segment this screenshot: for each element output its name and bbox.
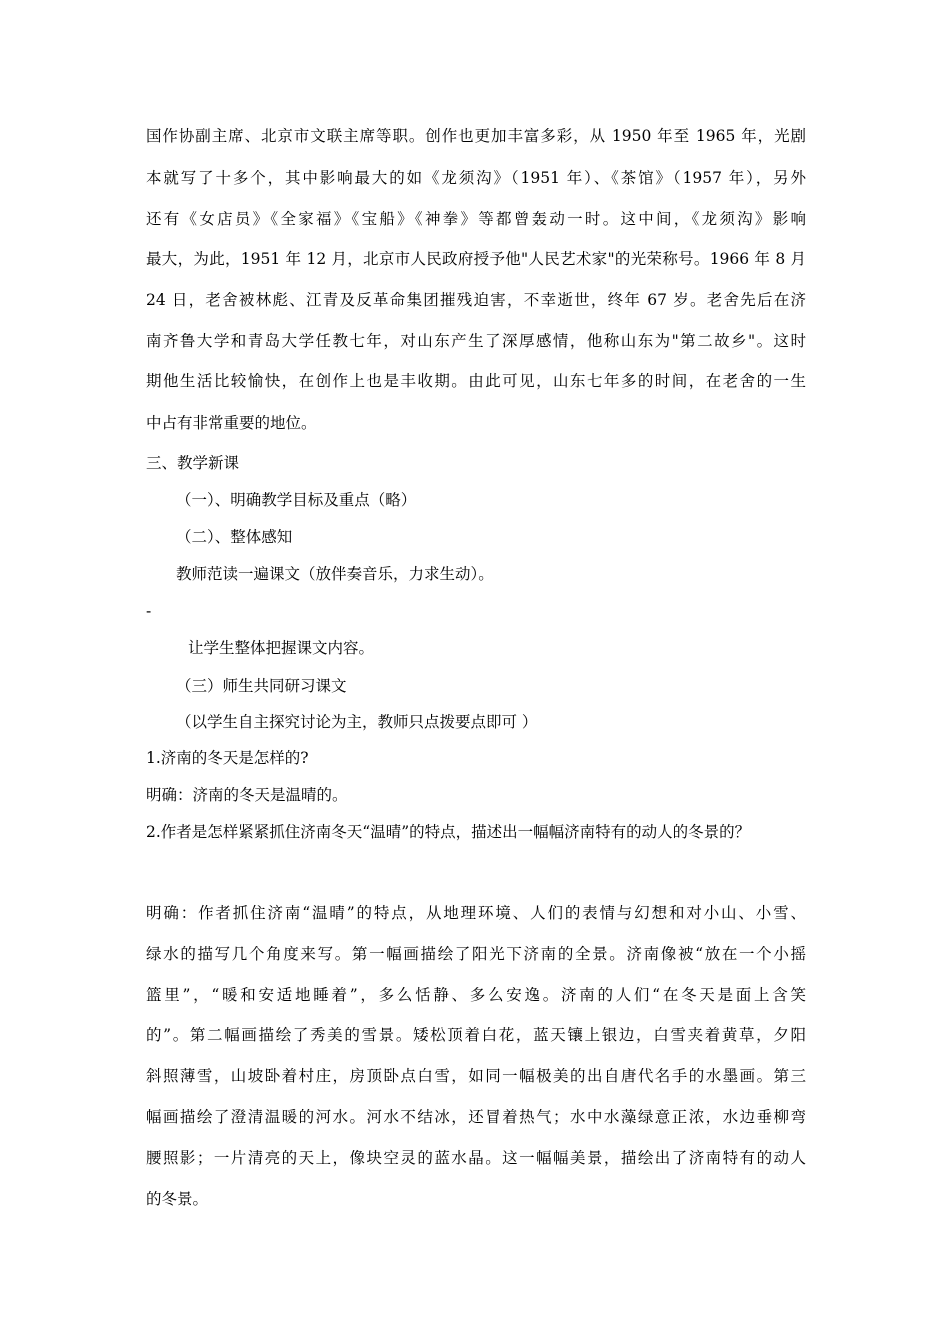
subheading-3: （三）师生共同研习课文 (176, 677, 347, 695)
paragraph-line: 还有《女店员》《全家福》《宝船》《神拳》等都曾轰动一时。这中间，《龙须沟》影响 (146, 210, 806, 228)
subheading-1: （一）、明确教学目标及重点（略） (176, 491, 417, 509)
paragraph-line: 最大，为此，1951 年 12 月，北京市人民政府授予他"人民艺术家"的光荣称号。1966 年 8 月 (146, 250, 806, 268)
dash-mark: - (146, 602, 152, 620)
sub3-note: （以学生自主探究讨论为主，教师只点拨要点即可 ） (176, 713, 538, 731)
question-1: 1.济南的冬天是怎样的? (146, 749, 309, 767)
sub2-text: 教师范读一遍课文（放伴奏音乐，力求生动）。 (176, 565, 494, 583)
paragraph-line: 24 日，老舍被林彪、江青及反革命集团摧残迫害，不幸逝世，终年 67 岁。老舍先后在济 (146, 291, 806, 309)
paragraph-line-last: 中占有非常重要的地位。 (146, 414, 317, 432)
sub2-text2: 让学生整体把握课文内容。 (188, 639, 375, 657)
answer-2-line: 的”。第二幅画描绘了秀美的雪景。矮松顶着白花，蓝天镶上银边，白雪夹着黄草，夕阳 (146, 1026, 806, 1044)
answer-1: 明确：济南的冬天是温晴的。 (146, 786, 348, 804)
paragraph-line: 期他生活比较愉快，在创作上也是丰收期。由此可见，山东七年多的时间，在老舍的一生 (146, 372, 806, 390)
paragraph-line: 南齐鲁大学和青岛大学任教七年，对山东产生了深厚感情，他称山东为"第二故乡"。这时 (146, 332, 806, 350)
answer-2-line: 明确：作者抓住济南“温晴”的特点，从地理环境、人们的表情与幻想和对小山、小雪、 (146, 904, 806, 922)
paragraph-line: 国作协副主席、北京市文联主席等职。创作也更加丰富多彩，从 1950 年至 1965 年，光剧 (146, 127, 806, 145)
answer-2-line: 斜照薄雪，山坡卧着村庄，房顶卧点白雪，如同一幅极美的出自唐代名手的水墨画。第三 (146, 1067, 806, 1085)
question-2: 2.作者是怎样紧紧抓住济南冬天“温晴”的特点，描述出一幅幅济南特有的动人的冬景的？ (146, 823, 751, 841)
answer-2-line-last: 的冬景。 (146, 1190, 209, 1208)
answer-2-line: 绿水的描写几个角度来写。第一幅画描绘了阳光下济南的全景。济南像被“放在一个小摇 (146, 945, 806, 963)
answer-2-line: 幅画描绘了澄清温暖的河水。河水不结冰，还冒着热气；水中水藻绿意正浓，水边垂柳弯 (146, 1108, 806, 1126)
paragraph-line: 本就写了十多个，其中影响最大的如《龙须沟》（1951 年）、《茶馆》（1957 年），另外 (146, 169, 806, 187)
subheading-2: （二）、整体感知 (176, 528, 293, 546)
answer-2-line: 腰照影；一片清亮的天上，像块空灵的蓝水晶。这一幅幅美景，描绘出了济南特有的动人 (146, 1149, 806, 1167)
section-heading: 三、教学新课 (146, 454, 240, 472)
answer-2-line: 篮里”，“暖和安适地睡着”，多么恬静、多么安逸。济南的人们“在冬天是面上含笑 (146, 986, 806, 1004)
